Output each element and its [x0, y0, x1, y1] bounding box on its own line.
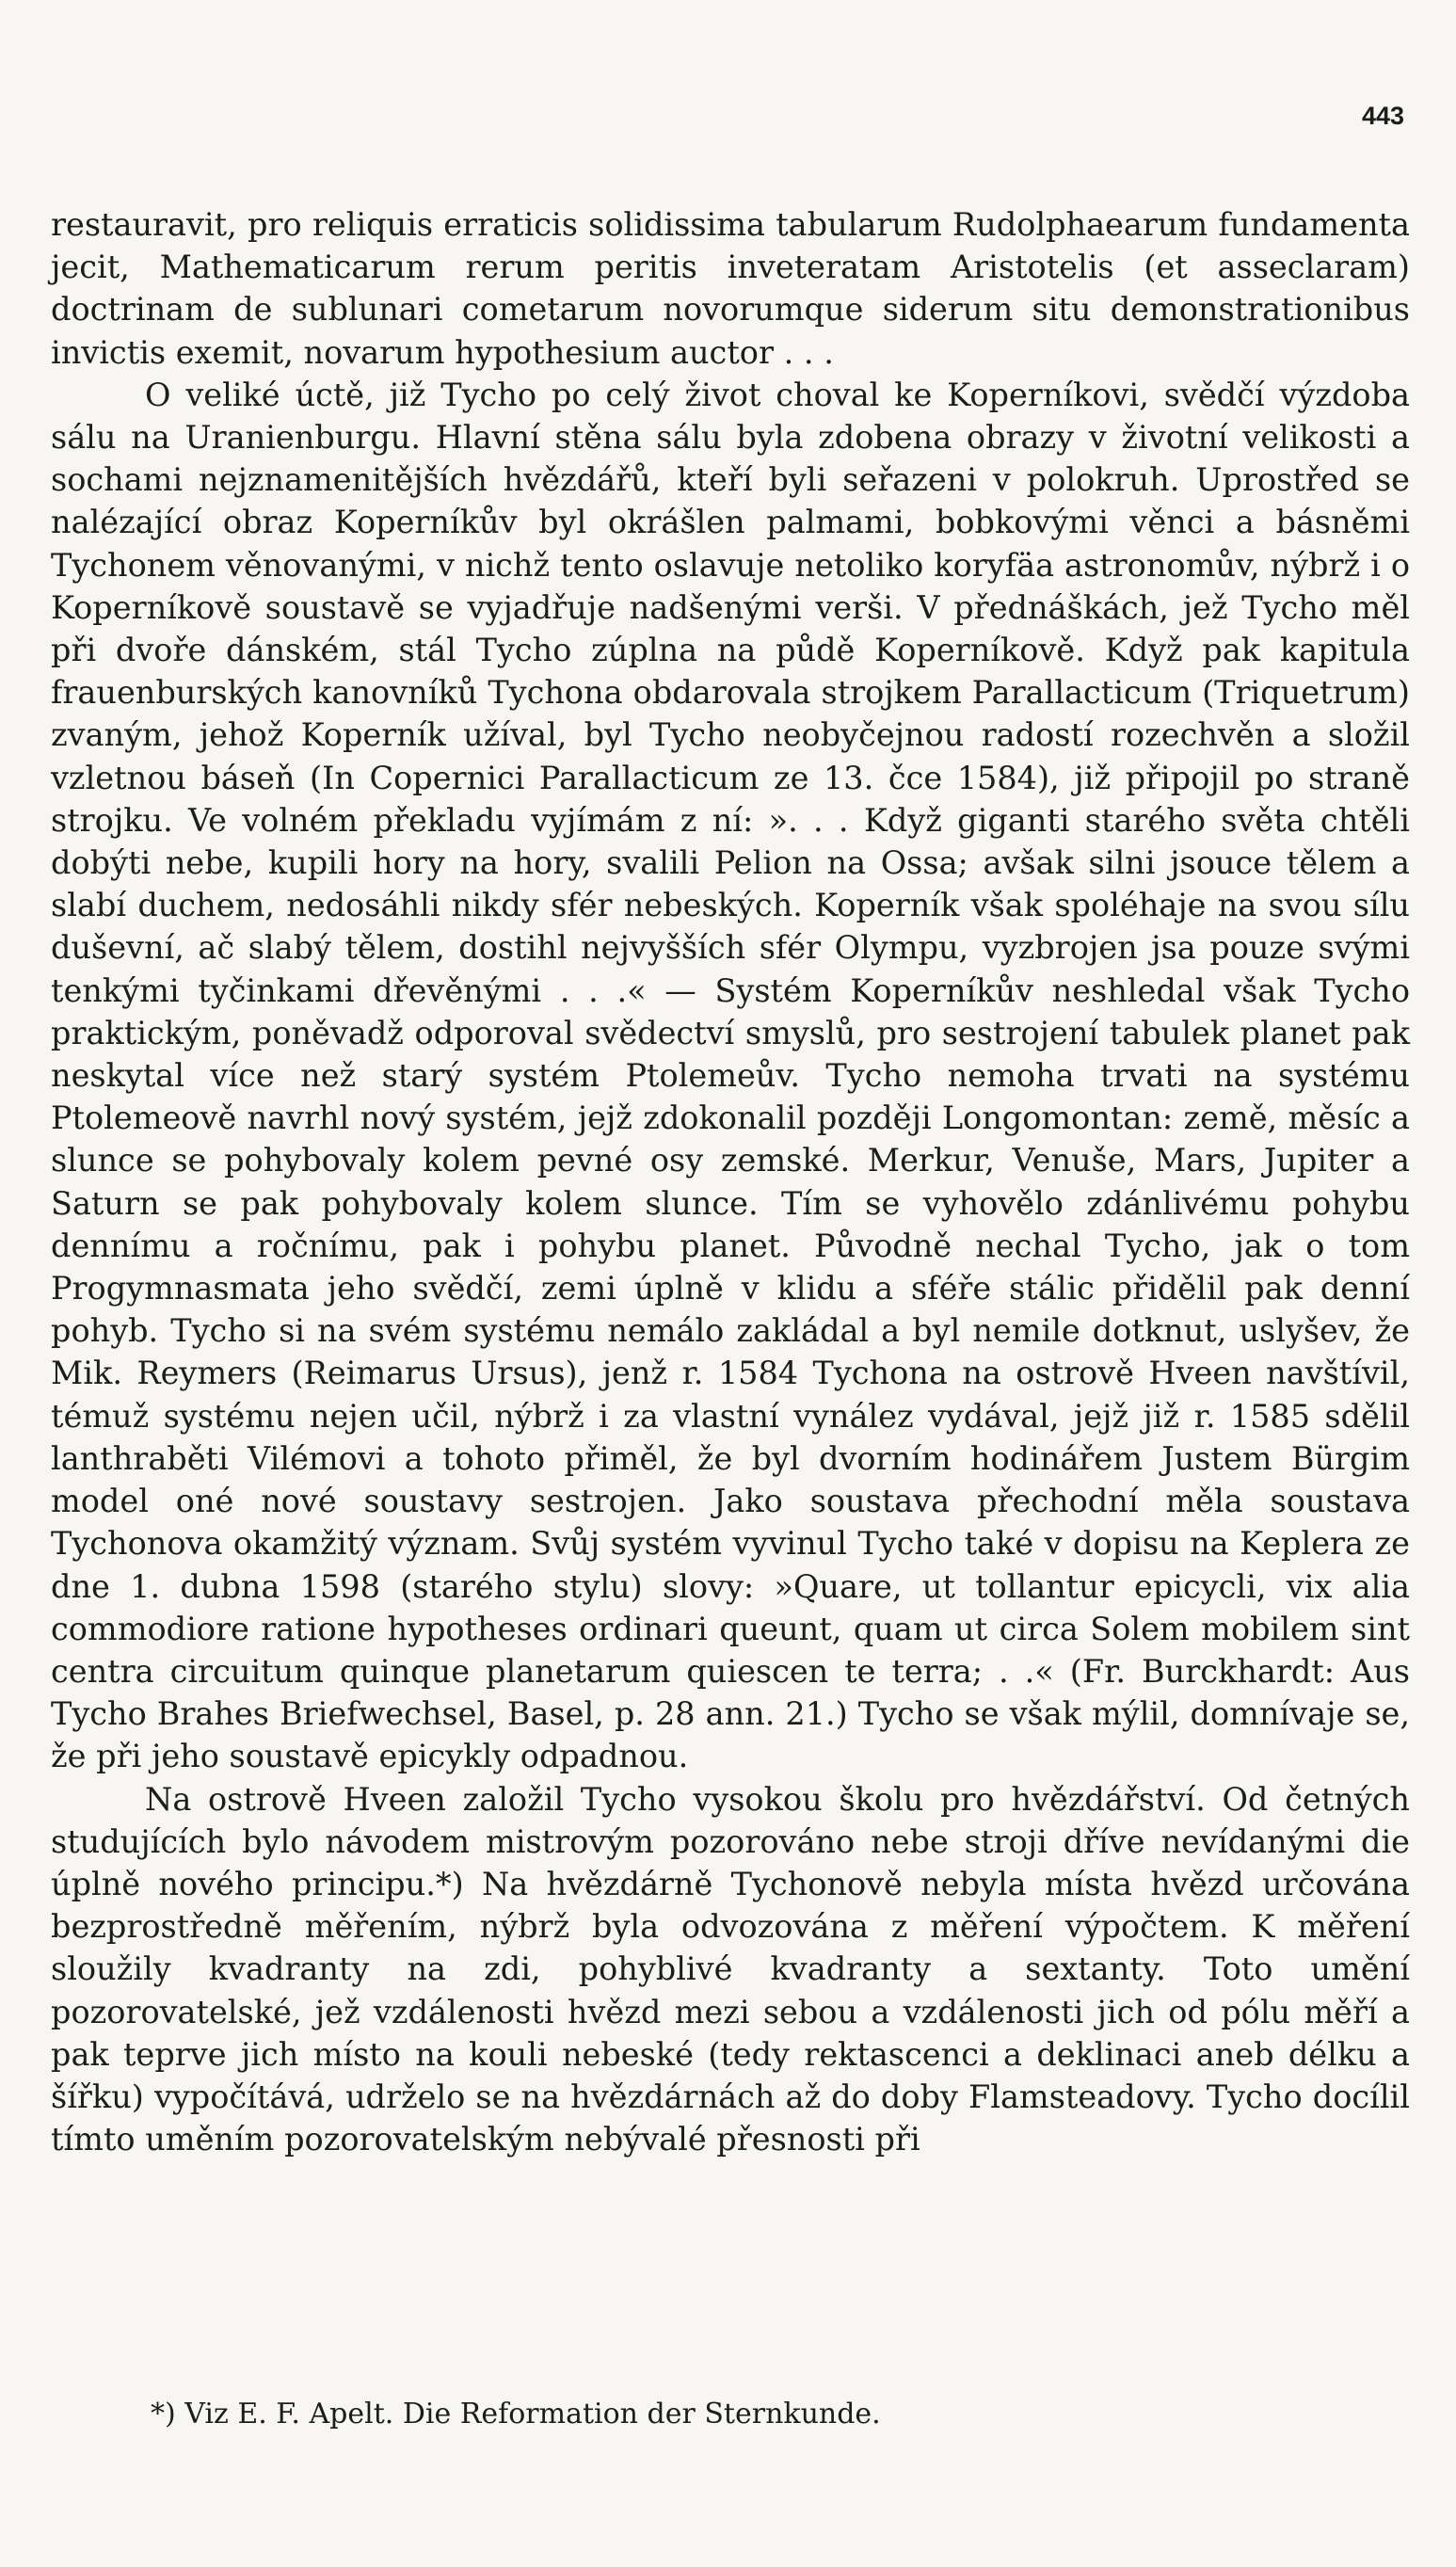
page-number: 443	[1361, 102, 1404, 130]
paragraph: Na ostrově Hveen založil Tycho vysokou školu pro hvězdářství. Od četných studujících bylo návodem mistrovým pozorováno nebe stroji dříve nevídanými die úplně nového principu.*) Na hvězdárně Tychonově nebyla místa hvězd určována bezprostředně měřením, nýbrž byla odvozována z měření výpočtem. K měření sloužily kvadranty na zdi, pohyblivé kvadranty a sextanty. Toto umění pozorovatelské, jež vzdálenosti hvězd mezi sebou a vzdálenosti jich od pólu měří a pak teprve jich místo na kouli nebeské (tedy rektascenci a deklinaci aneb délku a šířku) vypočítává, udrželo se na hvězdárnách až do doby Flamsteadovy. Tycho docílil tímto uměním pozorovatelským nebývalé přesnosti při	[51, 1780, 1410, 2158]
paragraph: restauravit, pro reliquis erraticis solidissima tabularum Rudolphaearum fundamenta jecit, Mathematicarum rerum peritis inveteratam Aristotelis (et asseclaram) doctrinam de sublunari cometarum novorumque siderum situ demonstrationibus invictis exemit, novarum hypothesium auctor . . .	[51, 206, 1410, 371]
body-text	[51, 203, 1410, 2160]
paragraph: O veliké úctě, již Tycho po celý život choval ke Koperníkovi, svědčí výzdoba sálu na Uranienburgu. Hlavní stěna sálu byla zdobena obrazy v životní velikosti a sochami nejznamenitějších hvězdářů, kteří byli seřazeni v polokruh. Uprostřed se nalézající obraz Koperníkův byl okrášlen palmami, bobkovými věnci a básněmi Tychonem věnovanými, v nichž tento oslavuje netoliko koryfäa astronomův, nýbrž i o Koperníkově soustavě se vyjadřuje nadšenými verši. V přednáškách, jež Tycho měl při dvoře dánském, stál Tycho zúplna na půdě Koperníkově. Když pak kapitula frauenburských kanovníků Tychona obdarovala strojkem Parallacticum (Triquetrum) zvaným, jehož Koperník užíval, byl Tycho neobyčejnou radostí rozechvěn a složil vzletnou báseň (In Copernici Parallacticum ze 13. čce 1584), již připojil po straně strojku. Ve volném překladu vyjímám z ní: ». . . Když giganti starého světa chtěli dobýti nebe, kupili hory na hory, svalili Pelion na Ossa; avšak silni jsouce tělem a slabí duchem, nedosáhli nikdy sfér nebeských. Koperník však spoléhaje na svou sílu duševní, ač slabý tělem, dostihl nejvyšších sfér Olympu, vyzbrojen jsa pouze svými tenkými tyčinkami dřevěnými . . .« — Systém Koperníkův neshledal však Tycho praktickým, poněvadž odporoval svědectví smyslů, pro sestrojení tabulek planet pak neskytal více než starý systém Ptolemeův. Tycho nemoha trvati na systému Ptolemeově navrhl nový systém, jejž zdokonalil později Longomontan: země, měsíc a slunce se pohybovaly kolem pevné osy zemské. Merkur, Venuše, Mars, Jupiter a Saturn se pak pohybovaly kolem slunce. Tím se vyhovělo zdánlivému pohybu dennímu a ročnímu, pak i pohybu planet. Původně nechal Tycho, jak o tom Progymnasmata jeho svědčí, zemi úplně v klidu a sféře stálic přidělil pak denní pohyb. Tycho si na svém systému nemálo zakládal a byl nemile dotknut, uslyšev, že Mik. Reymers (Reimarus Ursus), jenž r. 1584 Tychona na ostrově Hveen navštívil, témuž systému nejen učil, nýbrž i za vlastní vynález vydával, jejž již r. 1585 sdělil lanthraběti Vilémovi a tohoto přiměl, že byl dvorním hodinářem Justem Bürgim model oné nové soustavy sestrojen. Jako soustava přechodní měla soustava Tychonova okamžitý význam. Svůj systém vyvinul Tycho také v dopisu na Keplera ze dne 1. dubna 1598 (starého stylu) slovy: »Quare, ut tollantur epicycli, vix alia commodiore ratione hypotheses ordinari queunt, quam ut circa Solem mobilem sint centra circuitum quinque planetarum quiescen te terra; . .« (Fr. Burckhardt: Aus Tycho Brahes Briefwechsel, Basel, p. 28 ann. 21.) Tycho se však mýlil, domnívaje se, že při jeho soustavě epicykly odpadnou.	[51, 376, 1410, 1775]
footnote: *) Viz E. F. Apelt. Die Reformation der Sternkunde.	[151, 2398, 881, 2431]
